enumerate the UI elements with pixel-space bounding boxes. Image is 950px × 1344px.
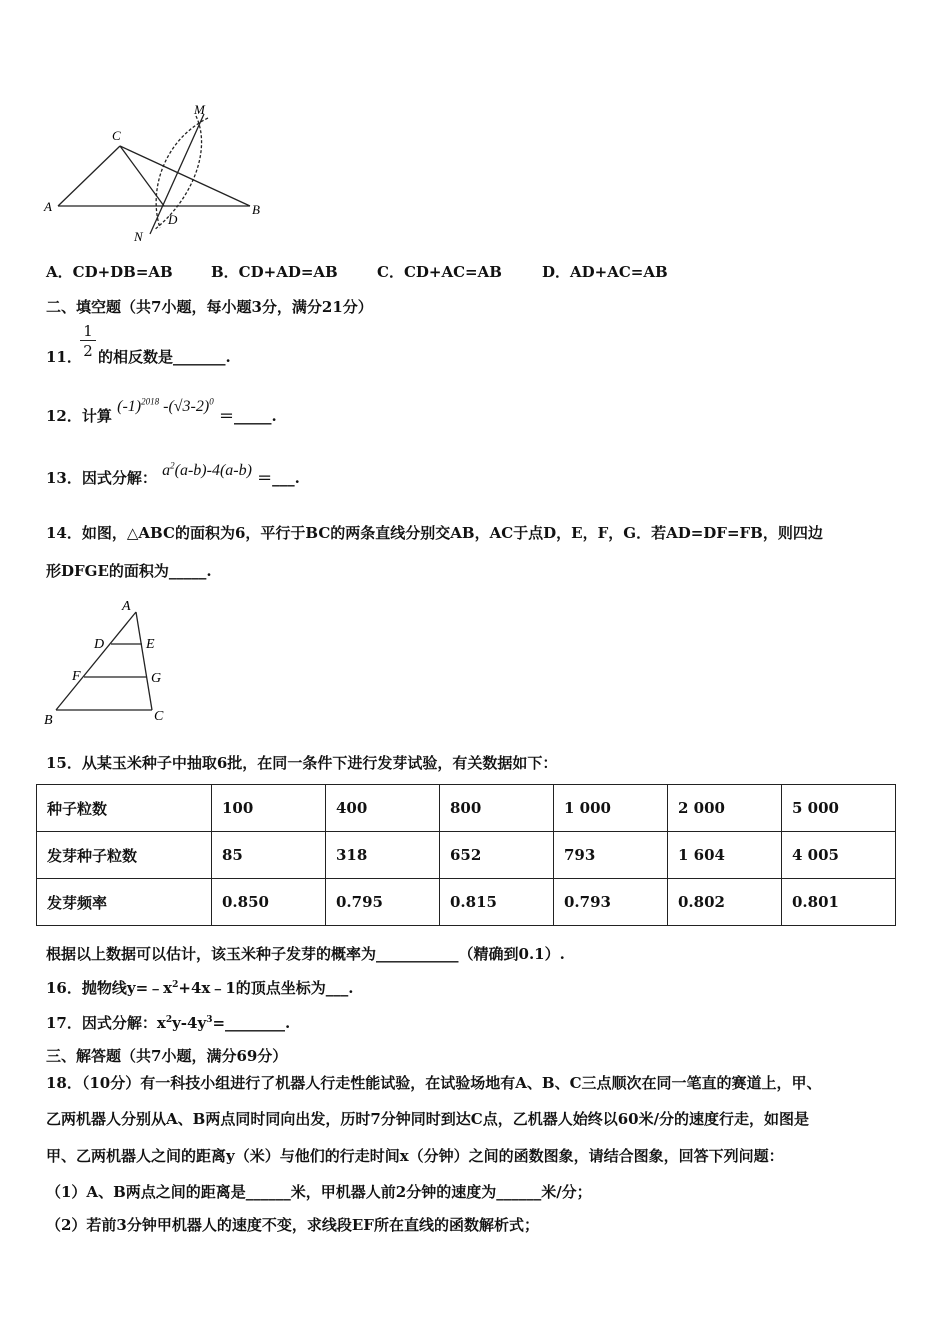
question-12-tail: ＝_____.: [218, 407, 277, 425]
label-d: D: [168, 212, 178, 227]
expr-part-a: (‑1): [117, 398, 142, 415]
segment-cd: [120, 146, 164, 206]
question-14-line-2: 形DFGE的面积为_____.: [46, 562, 212, 580]
question-18-sub-1: （1）A、B两点之间的距离是______米，甲机器人前2分钟的速度为______米/分；: [46, 1183, 592, 1201]
question-16-part-a: 16．抛物线y=﹣x: [46, 979, 173, 997]
question-14-line-1: 14．如图，△ABC的面积为6，平行于BC的两条直线分别交AB，AC于点D，E，F，G．若AD=DF=FB，则四边: [46, 524, 823, 542]
label-b: B: [252, 202, 260, 217]
question-12: [46, 396, 277, 426]
question-15-conclusion: 根据以上数据可以估计，该玉米种子发芽的概率为___________（精确到0.1）.: [46, 945, 565, 963]
question-18-line-1: 18．（10分）有一科技小组进行了机器人行走性能试验，在试验场地有A、B、C三点顺次在同一笔直的赛道上，甲、: [46, 1074, 822, 1092]
question-13-number: 13．: [46, 469, 82, 487]
table-cell: 1 604: [668, 832, 782, 879]
table-cell: 5 000: [782, 785, 896, 832]
question-12-number: 12．: [46, 407, 82, 425]
table-cell: 793: [554, 832, 668, 879]
exponent-a: 2018: [141, 396, 160, 407]
table-cell: 800: [440, 785, 554, 832]
label-f: F: [72, 669, 81, 684]
label-a: A: [122, 599, 131, 614]
question-11-text: 的相反数是_______.: [98, 348, 231, 366]
table-cell: 85: [212, 832, 326, 879]
option-b: B．CD+AD=AB: [211, 263, 338, 281]
question-18-sub-2: （2）若前3分钟甲机器人的速度不变，求线段EF所在直线的函数解析式；: [46, 1216, 539, 1234]
table-row: [37, 832, 896, 879]
question-12-expression: [117, 398, 214, 415]
table-cell: 100: [212, 785, 326, 832]
table-cell: 0.795: [326, 879, 440, 926]
section-2-header: 二、填空题（共7小题，每小题3分，满分21分）: [46, 298, 373, 316]
label-c: C: [112, 128, 121, 143]
question-12-label: 计算: [81, 407, 112, 425]
germination-table: [36, 784, 896, 926]
table-cell: 400: [326, 785, 440, 832]
question-18-line-3: 甲、乙两机器人之间的距离y（米）与他们的行走时间x（分钟）之间的函数图象，请结合图象，回答下列问题：: [46, 1147, 784, 1165]
question-15-intro: 15．从某玉米种子中抽取6批，在同一条件下进行发芽试验，有关数据如下：: [46, 754, 558, 772]
segment-ab: [56, 612, 136, 710]
question-16: [46, 977, 353, 998]
fraction-one-half: [80, 322, 96, 361]
table-cell: 0.802: [668, 879, 782, 926]
fraction-numerator: 1: [80, 322, 96, 341]
segment-ac: [136, 612, 152, 710]
table-cell: 0.801: [782, 879, 896, 926]
label-m: M: [194, 102, 205, 117]
label-c: C: [154, 709, 164, 724]
question-17-exponent-1: 2: [165, 1015, 173, 1025]
question-13-expression: [162, 462, 252, 479]
question-11-number: 11．: [46, 348, 82, 366]
question-13-label: 因式分解：: [81, 469, 157, 487]
question-16-part-b: +4x﹣1的顶点坐标为___.: [178, 979, 354, 997]
table-cell: 0.815: [440, 879, 554, 926]
section-3-header: 三、解答题（共7小题，满分69分）: [46, 1047, 288, 1065]
table-cell: 4 005: [782, 832, 896, 879]
exponent-a: 2: [170, 460, 175, 471]
label-b: B: [44, 713, 53, 728]
table-cell: 0.850: [212, 879, 326, 926]
question-16-exponent: 2: [172, 980, 179, 990]
table-row: [37, 879, 896, 926]
label-n: N: [134, 229, 143, 244]
fraction-denominator: 2: [83, 342, 93, 360]
arc-left: [156, 118, 208, 228]
table-cell: 发芽频率: [37, 879, 212, 926]
expr-part-a: a: [162, 462, 171, 479]
question-17-part-a: 17．因式分解：x: [46, 1014, 166, 1032]
exponent-b: 0: [209, 396, 214, 407]
expr-part-b: (a‑b)‑4(a‑b): [174, 462, 252, 479]
expr-part-b: ‑(√3‑2): [163, 398, 210, 415]
label-g: G: [151, 671, 162, 686]
table-cell: 652: [440, 832, 554, 879]
question-18-line-2: 乙两机器人分别从A、B两点同时同向出发，历时7分钟同时到达C点，乙机器人始终以60米/分的速度行走，如图是: [46, 1110, 810, 1128]
table-row: [37, 785, 896, 832]
table-cell: 0.793: [554, 879, 668, 926]
segment-ac: [58, 146, 120, 206]
label-d: D: [94, 637, 105, 652]
question-17-exponent-2: 3: [206, 1015, 213, 1025]
table-cell: 1 000: [554, 785, 668, 832]
table-cell: 2 000: [668, 785, 782, 832]
label-a: A: [44, 199, 52, 214]
figure-triangle-parallels: [40, 598, 180, 728]
question-17-part-b: y-4y: [172, 1014, 207, 1032]
table-cell: 种子粒数: [37, 785, 212, 832]
question-17: [46, 1012, 290, 1033]
option-d: D．AD+AC=AB: [542, 263, 668, 281]
question-17-part-c: =________.: [212, 1014, 291, 1032]
table-cell: 发芽种子粒数: [37, 832, 212, 879]
figure-triangle-construction: [36, 100, 276, 250]
question-13: [46, 460, 300, 488]
option-a: A．CD+DB=AB: [46, 263, 173, 281]
label-e: E: [146, 637, 155, 652]
table-cell: 318: [326, 832, 440, 879]
option-c: C．CD+AC=AB: [377, 263, 502, 281]
question-13-tail: ＝___.: [257, 469, 300, 487]
